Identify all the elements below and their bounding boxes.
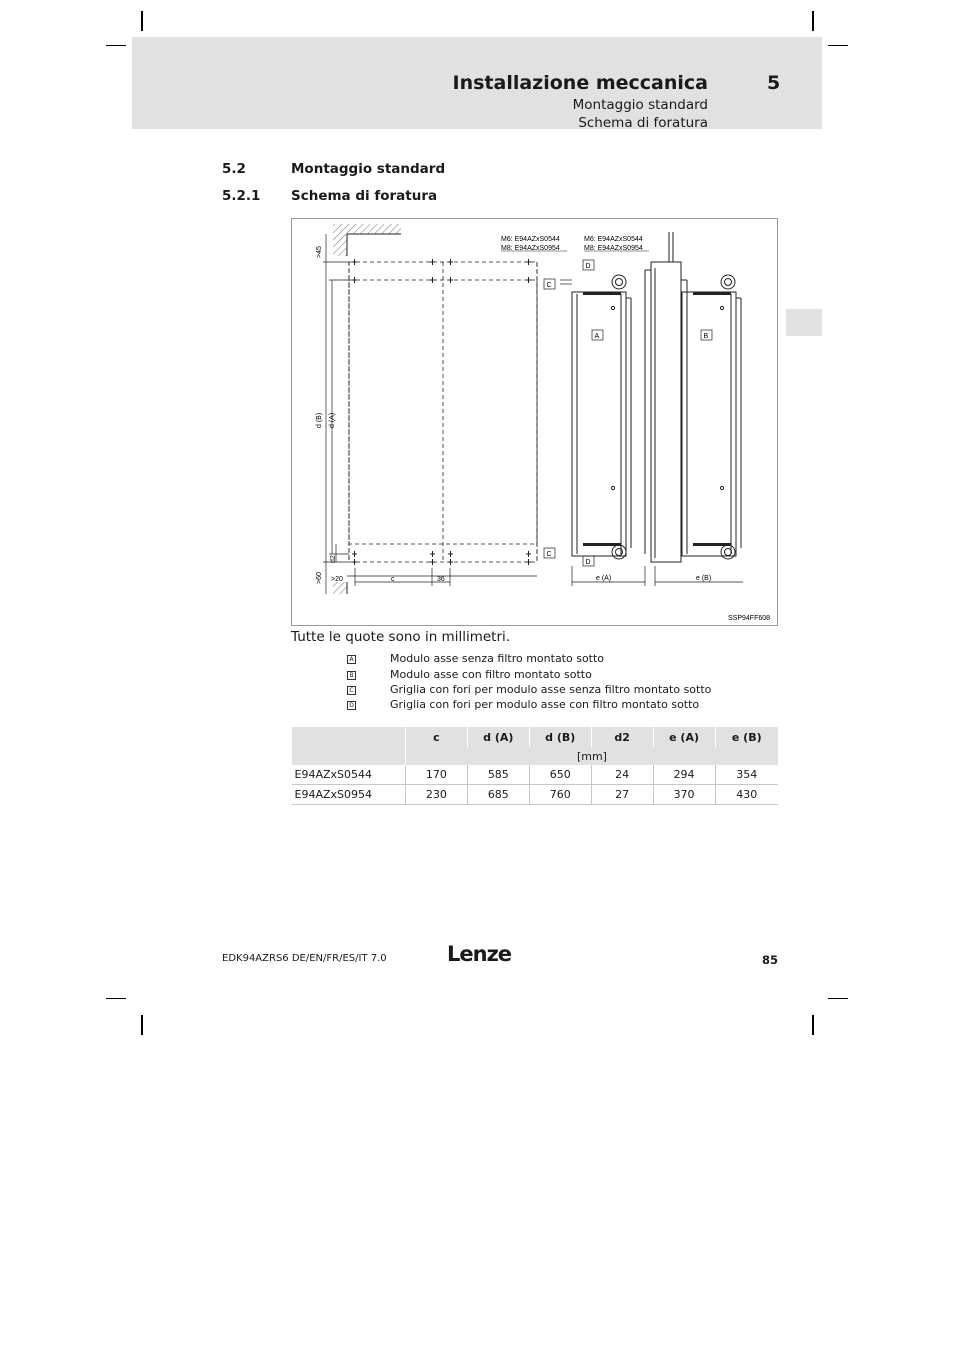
chapter-side-tab — [786, 309, 822, 336]
key-label-c: C — [546, 551, 552, 558]
table-header-cell: d2 — [591, 727, 653, 747]
header-subtitle-1: Montaggio standard — [572, 97, 708, 113]
key-label-d: D — [585, 559, 591, 566]
table-cell: 24 — [591, 765, 653, 785]
dim-label-left: >20 — [331, 576, 343, 583]
legend-text: Griglia con fori per modulo asse con filtro montato sotto — [390, 698, 700, 711]
table-cell: 27 — [591, 785, 653, 805]
table-unit: [mm] — [405, 747, 778, 765]
crop-mark — [106, 998, 126, 999]
wall-top — [333, 224, 401, 234]
screw-note: M6: E94AZxS0544 — [584, 236, 643, 243]
legend-text: Modulo asse con filtro montato sotto — [390, 668, 592, 681]
table-header-cell: e (A) — [653, 727, 715, 747]
table-cell: 650 — [529, 765, 591, 785]
crop-mark — [141, 1015, 143, 1035]
drilling-diagram — [291, 218, 778, 626]
dim-label-d2: d2 — [330, 555, 337, 563]
dim-label-bottom: >60 — [316, 572, 323, 584]
dim-label-e-a: e (A) — [596, 575, 612, 582]
dim-label-top: >45 — [316, 246, 323, 258]
crop-mark — [812, 11, 814, 31]
table-cell: 370 — [653, 785, 715, 805]
wall-top-side — [333, 234, 347, 256]
table-cell-model: E94AZxS0544 — [292, 765, 406, 785]
subsection-title: Schema di foratura — [291, 188, 438, 204]
chapter-number: 5 — [767, 72, 781, 94]
screw-note: M8: E94AZxS0954 — [584, 245, 643, 252]
crop-mark — [828, 998, 848, 999]
table-row — [292, 765, 779, 785]
crop-mark — [106, 45, 126, 46]
dim-label-e-b: e (B) — [696, 575, 712, 582]
table-cell-model: E94AZxS0954 — [292, 785, 406, 805]
key-label-b: B — [703, 333, 709, 340]
crop-mark — [141, 11, 143, 31]
table-header-cell: c — [405, 727, 467, 747]
figure-id: SSP94FF608 — [728, 615, 771, 622]
subsection-number: 5.2.1 — [222, 188, 261, 204]
units-note: Tutte le quote sono in millimetri. — [291, 629, 511, 645]
table-header-blank — [292, 727, 406, 765]
legend-key: D — [347, 701, 356, 710]
chapter-title: Installazione meccanica — [452, 72, 708, 94]
table-cell: 230 — [405, 785, 467, 805]
legend-text: Griglia con fori per modulo asse senza filtro montato sotto — [390, 683, 712, 696]
legend-text: Modulo asse senza filtro montato sotto — [390, 652, 605, 665]
screw-note: M8: E94AZxS0954 — [501, 245, 560, 252]
legend-item — [347, 683, 712, 696]
legend-key: B — [347, 671, 356, 680]
section-title: Montaggio standard — [291, 161, 446, 177]
table-cell: 430 — [715, 785, 778, 805]
key-label-a: A — [594, 333, 600, 340]
legend-item — [347, 652, 605, 665]
table-cell: 760 — [529, 785, 591, 805]
section-number: 5.2 — [222, 161, 246, 177]
table-cell: 170 — [405, 765, 467, 785]
dim-label-36: 36 — [437, 576, 445, 583]
legend-key: C — [347, 686, 356, 695]
header-subtitle-2: Schema di foratura — [578, 115, 708, 131]
table-header-cell: d (A) — [467, 727, 529, 747]
table-header-cell: d (B) — [529, 727, 591, 747]
dim-label-d-a: d (A) — [329, 412, 336, 428]
key-label-c: C — [546, 282, 552, 289]
dim-label-c: c — [391, 576, 395, 583]
table-header-cell: e (B) — [715, 727, 778, 747]
legend-key: A — [347, 655, 356, 664]
dimensions-table — [291, 727, 778, 805]
crop-mark — [828, 45, 848, 46]
page-number: 85 — [762, 953, 779, 967]
table-cell: 585 — [467, 765, 529, 785]
legend-item — [347, 698, 700, 711]
crop-mark — [812, 1015, 814, 1035]
key-label-d: D — [585, 263, 591, 270]
legend-item — [347, 668, 592, 681]
figure-frame — [292, 219, 778, 626]
document-id: EDK94AZRS6 DE/EN/FR/ES/IT 7.0 — [222, 953, 387, 964]
wall-bottom — [333, 582, 347, 594]
dim-label-d-b: d (B) — [316, 412, 323, 428]
screw-note: M6: E94AZxS0544 — [501, 236, 560, 243]
table-cell: 294 — [653, 765, 715, 785]
table-cell: 685 — [467, 785, 529, 805]
table-header-row — [292, 727, 779, 747]
table-cell: 354 — [715, 765, 778, 785]
lenze-logo: Lenze — [447, 942, 512, 966]
table-row — [292, 785, 779, 805]
